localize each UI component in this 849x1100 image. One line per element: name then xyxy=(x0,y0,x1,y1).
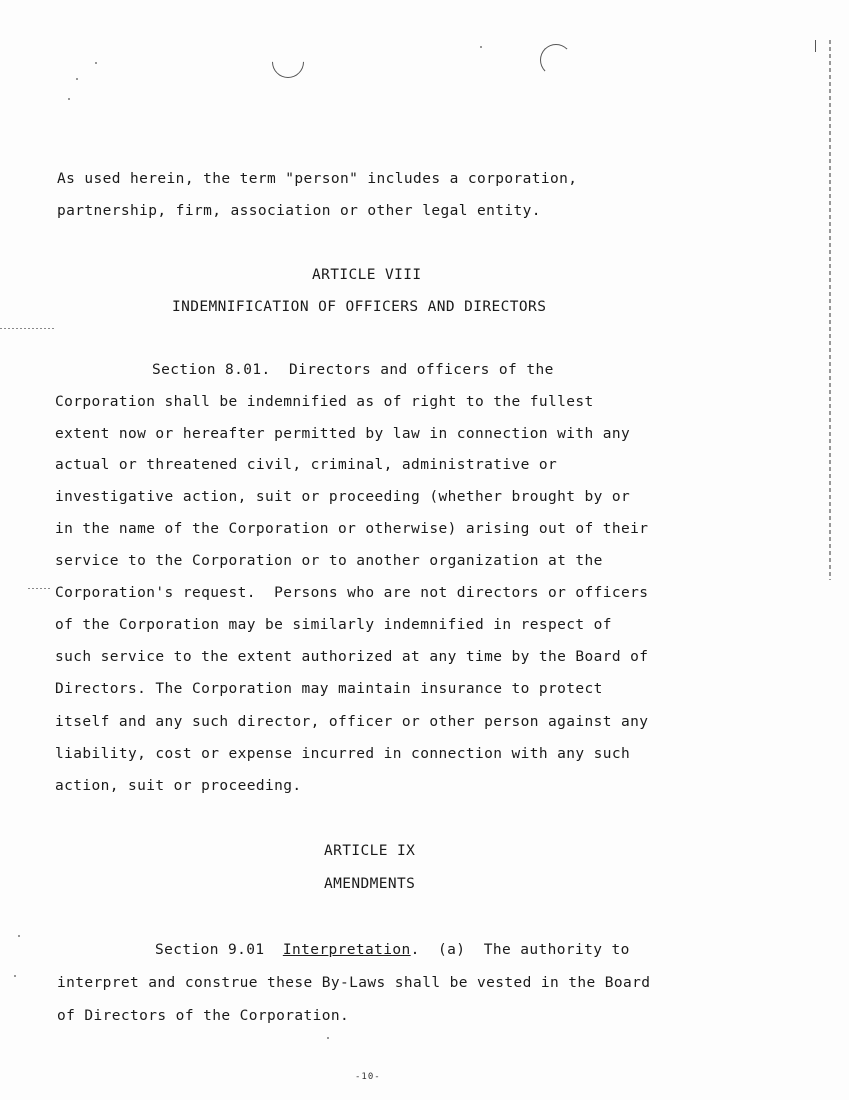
article-heading: ARTICLE VIII xyxy=(312,267,422,283)
body-text-line: itself and any such director, officer or other person against any xyxy=(55,714,649,730)
scan-edge-line xyxy=(829,40,831,580)
section-text: . (a) The authority to xyxy=(410,942,630,958)
scan-speck xyxy=(95,62,97,64)
body-text-line: action, suit or proceeding. xyxy=(55,778,302,794)
body-text-line: liability, cost or expense incurred in connection with any such xyxy=(55,746,631,762)
punch-hole-mark xyxy=(265,39,310,84)
section-label: Section 9.01 xyxy=(155,942,283,958)
scan-speck xyxy=(480,46,482,48)
margin-mark xyxy=(28,588,50,589)
body-text-line: in the name of the Corporation or otherwise) arising out of their xyxy=(55,521,649,537)
punch-hole-mark xyxy=(540,44,572,76)
body-text-line: As used herein, the term "person" includes a corporation, xyxy=(57,171,578,187)
section-title: Interpretation xyxy=(282,942,411,958)
page-number: -10- xyxy=(355,1072,381,1082)
body-text-line: actual or threatened civil, criminal, administrative or xyxy=(55,457,558,473)
body-text-line: such service to the extent authorized at any time by the Board of xyxy=(55,649,649,665)
margin-mark xyxy=(0,328,55,329)
article-title: INDEMNIFICATION OF OFFICERS AND DIRECTORS xyxy=(172,299,547,315)
scan-speck xyxy=(68,98,70,100)
body-text-line: Directors. The Corporation may maintain insurance to protect xyxy=(55,681,603,697)
body-text-line: investigative action, suit or proceeding (whether brought by or xyxy=(55,489,631,505)
article-title: AMENDMENTS xyxy=(324,876,416,892)
body-text-line: of the Corporation may be similarly indemnified in respect of xyxy=(55,617,612,633)
scan-speck xyxy=(14,975,16,977)
body-text-line: of Directors of the Corporation. xyxy=(57,1008,350,1024)
body-text-line: partnership, firm, association or other legal entity. xyxy=(57,203,541,219)
body-text-line: extent now or hereafter permitted by law in connection with any xyxy=(55,426,631,442)
scan-speck xyxy=(76,78,78,80)
article-heading: ARTICLE IX xyxy=(324,843,416,859)
section-9-01-line xyxy=(155,941,630,959)
scan-speck xyxy=(18,935,20,937)
body-text-line: Corporation shall be indemnified as of right to the fullest xyxy=(55,394,594,410)
scan-speck xyxy=(327,1037,329,1039)
body-text-line: Corporation's request. Persons who are not directors or officers xyxy=(55,585,649,601)
body-text-line: service to the Corporation or to another organization at the xyxy=(55,553,603,569)
body-text-line: interpret and construe these By-Laws shall be vested in the Board xyxy=(57,975,651,991)
section-8-01-line: Section 8.01. Directors and officers of the xyxy=(152,362,554,378)
scan-edge-mark xyxy=(815,40,816,52)
